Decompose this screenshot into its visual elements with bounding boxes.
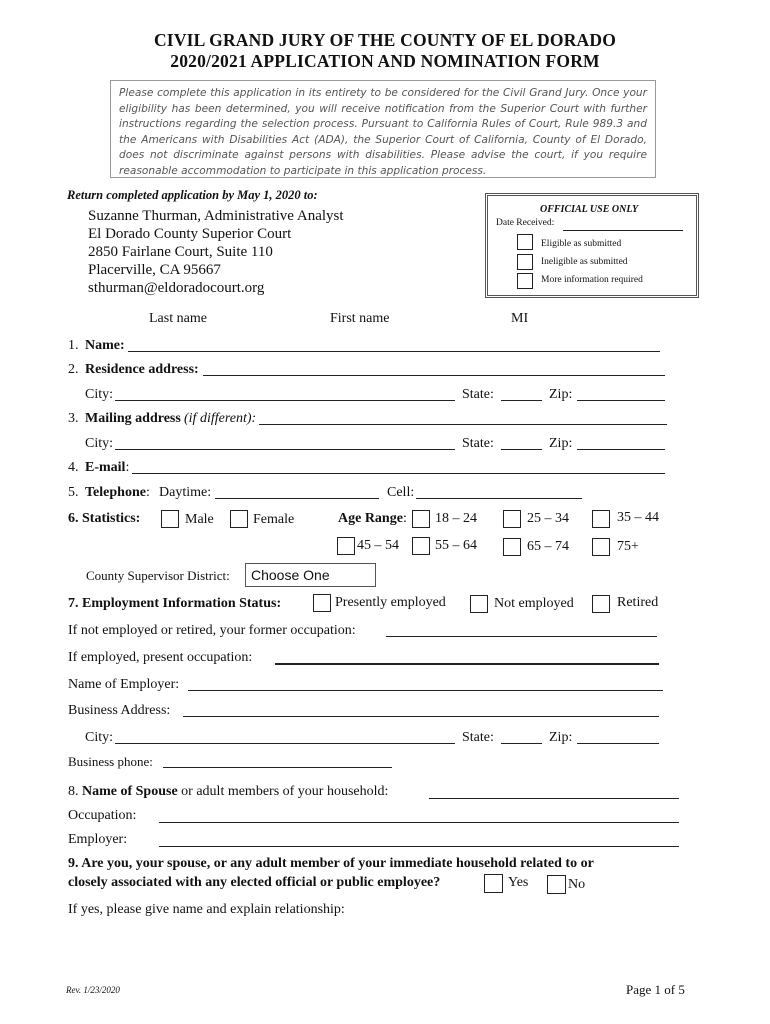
official-use-title: OFFICIAL USE ONLY — [540, 204, 639, 215]
district-label: County Supervisor District: — [86, 568, 230, 583]
age-55-64-checkbox[interactable] — [412, 537, 430, 555]
q9-yes-label: Yes — [508, 875, 529, 890]
spouse-occupation-input-line[interactable] — [159, 822, 679, 823]
page-number: Page 1 of 5 — [626, 982, 685, 997]
presently-employed-label: Presently employed — [335, 595, 446, 610]
city-label: City: — [85, 436, 114, 451]
business-state-label: State: — [462, 730, 494, 745]
present-occupation-input-line[interactable] — [275, 663, 659, 665]
age-35-44-label: 35 – 44 — [617, 510, 659, 525]
business-state-input-line[interactable] — [501, 743, 542, 744]
q8-number: 8. — [68, 784, 79, 799]
business-address-label: Business Address: — [68, 703, 171, 718]
female-label: Female — [253, 512, 295, 527]
employer-input-line[interactable] — [188, 690, 663, 691]
q2-number: 2. — [68, 362, 79, 377]
mailing-label: Mailing address — [85, 411, 181, 426]
more-info-label: More information required — [541, 275, 643, 285]
q1-number: 1. — [68, 338, 79, 353]
age-45-54-checkbox[interactable] — [337, 537, 355, 555]
telephone-label: Telephone — [85, 485, 146, 500]
presently-employed-checkbox[interactable] — [313, 594, 331, 612]
business-address-input-line[interactable] — [183, 716, 659, 717]
city-input-line[interactable] — [115, 400, 455, 401]
q3-number: 3. — [68, 411, 79, 426]
q9-question-line2: closely associated with any elected official or public employee? — [68, 875, 441, 890]
spouse-employer-label: Employer: — [68, 832, 128, 847]
male-label: Male — [185, 512, 214, 527]
age-75-plus-label: 75+ — [617, 539, 639, 554]
city-input-line[interactable] — [115, 449, 455, 450]
business-phone-label: Business phone: — [68, 754, 153, 769]
statistics-label: 6. Statistics: — [68, 511, 141, 526]
business-city-input-line[interactable] — [115, 743, 455, 744]
if-different-label: (if different): — [184, 411, 257, 426]
age-55-64-label: 55 – 64 — [435, 538, 477, 553]
age-65-74-label: 65 – 74 — [527, 539, 569, 554]
q9-question-line1: 9. Are you, your spouse, or any adult member of your immediate household related to or — [68, 856, 594, 871]
form-title: CIVIL GRAND JURY OF THE COUNTY OF EL DORADO — [153, 30, 617, 50]
state-label: State: — [462, 387, 494, 402]
business-phone-input-line[interactable] — [163, 767, 392, 768]
q4-number: 4. — [68, 460, 79, 475]
city-label: City: — [85, 387, 114, 402]
return-heading: Return completed application by May 1, 2020 to: — [67, 188, 318, 202]
mi-header: MI — [511, 311, 529, 326]
state-label: State: — [462, 436, 494, 451]
employer-label: Name of Employer: — [68, 677, 180, 692]
daytime-input-line[interactable] — [215, 498, 379, 499]
return-address — [88, 207, 344, 297]
residence-label: Residence address: — [85, 362, 199, 377]
first-name-header: First name — [330, 311, 390, 326]
not-employed-checkbox[interactable] — [470, 595, 488, 613]
spouse-employer-input-line[interactable] — [159, 846, 679, 847]
age-range-label-wrap: Age Range: — [338, 511, 407, 526]
age-25-34-label: 25 – 34 — [527, 511, 569, 526]
age-25-34-checkbox[interactable] — [503, 510, 521, 528]
zip-input-line[interactable] — [577, 400, 665, 401]
mailing-input-line[interactable] — [259, 424, 667, 425]
former-occupation-input-line[interactable] — [386, 636, 657, 637]
daytime-label: Daytime: — [159, 485, 212, 500]
name-label: Name: — [85, 338, 125, 353]
spouse-label: Name of Spouse — [82, 784, 178, 799]
q9-no-label: No — [568, 877, 586, 892]
form-subtitle: 2020/2021 APPLICATION AND NOMINATION FORM — [170, 51, 600, 71]
eligible-checkbox[interactable] — [517, 234, 533, 250]
spouse-occupation-label: Occupation: — [68, 808, 137, 823]
age-75-plus-checkbox[interactable] — [592, 538, 610, 556]
q5-number: 5. — [68, 485, 79, 500]
email-label: E-mail — [85, 460, 126, 475]
email-label-wrap: E-mail: — [85, 460, 130, 475]
age-35-44-checkbox[interactable] — [592, 510, 610, 528]
business-zip-input-line[interactable] — [577, 743, 659, 744]
district-select[interactable]: Choose One — [245, 563, 376, 587]
last-name-header: Last name — [149, 311, 207, 326]
ineligible-label: Ineligible as submitted — [541, 257, 628, 267]
spouse-label-rest: or adult members of your household: — [181, 784, 389, 799]
state-input-line[interactable] — [501, 400, 542, 401]
age-65-74-checkbox[interactable] — [503, 538, 521, 556]
spouse-input-line[interactable] — [429, 798, 679, 799]
residence-input-line[interactable] — [203, 375, 665, 376]
telephone-label-wrap: Telephone: — [85, 485, 150, 500]
address-line: Suzanne Thurman, Administrative Analyst — [88, 208, 344, 224]
address-email: sthurman@eldoradocourt.org — [88, 280, 265, 296]
zip-label: Zip: — [549, 436, 573, 451]
official-use-box — [485, 193, 699, 298]
q9-no-checkbox[interactable] — [547, 875, 566, 894]
not-employed-label: Not employed — [494, 596, 574, 611]
business-city-label: City: — [85, 730, 114, 745]
cell-label: Cell: — [387, 485, 415, 500]
former-occupation-label: If not employed or retired, your former occupation: — [68, 623, 356, 638]
employment-label: 7. Employment Information Status: — [68, 596, 282, 611]
revision-date: Rev. 1/23/2020 — [66, 985, 120, 995]
zip-input-line[interactable] — [577, 449, 665, 450]
cell-input-line[interactable] — [416, 498, 582, 499]
retired-label: Retired — [617, 595, 659, 610]
instructions-notice: Please complete this application in its entirety to be considered for the Civil Grand Jury. Once your eligibility has been determined, you will receive notification from the Superior Court with further instructions regarding the selection process. Pursuant to California Rules of Court, Rule 989.3 and the Americans with Disabilities Act (ADA), the Superior Court of California, County of El Dorado, does not discriminate against persons with disabilities. Please advise the court, if you require reasonable accommodation to participate in this application process. — [110, 80, 656, 178]
male-checkbox[interactable] — [161, 510, 179, 528]
age-18-24-label: 18 – 24 — [435, 511, 477, 526]
q9-yes-checkbox[interactable] — [484, 874, 503, 893]
female-checkbox[interactable] — [230, 510, 248, 528]
state-input-line[interactable] — [501, 449, 542, 450]
date-received-line — [563, 230, 683, 231]
business-zip-label: Zip: — [549, 730, 573, 745]
q9-explain-label: If yes, please give name and explain relationship: — [68, 902, 345, 917]
eligible-label: Eligible as submitted — [541, 239, 622, 249]
address-line: Placerville, CA 95667 — [88, 262, 221, 278]
spouse-line — [68, 784, 388, 800]
age-18-24-checkbox[interactable] — [412, 510, 430, 528]
ineligible-checkbox[interactable] — [517, 254, 533, 270]
address-line: El Dorado County Superior Court — [88, 226, 292, 242]
email-input-line[interactable] — [132, 473, 665, 474]
zip-label: Zip: — [549, 387, 573, 402]
address-line: 2850 Fairlane Court, Suite 110 — [88, 244, 273, 260]
more-info-checkbox[interactable] — [517, 273, 533, 289]
name-input-line[interactable] — [128, 351, 660, 352]
date-received-label: Date Received: — [496, 218, 555, 228]
present-occupation-label: If employed, present occupation: — [68, 650, 253, 665]
retired-checkbox[interactable] — [592, 595, 610, 613]
age-45-54-label: 45 – 54 — [357, 538, 399, 553]
age-range-label: Age Range — [338, 511, 403, 526]
